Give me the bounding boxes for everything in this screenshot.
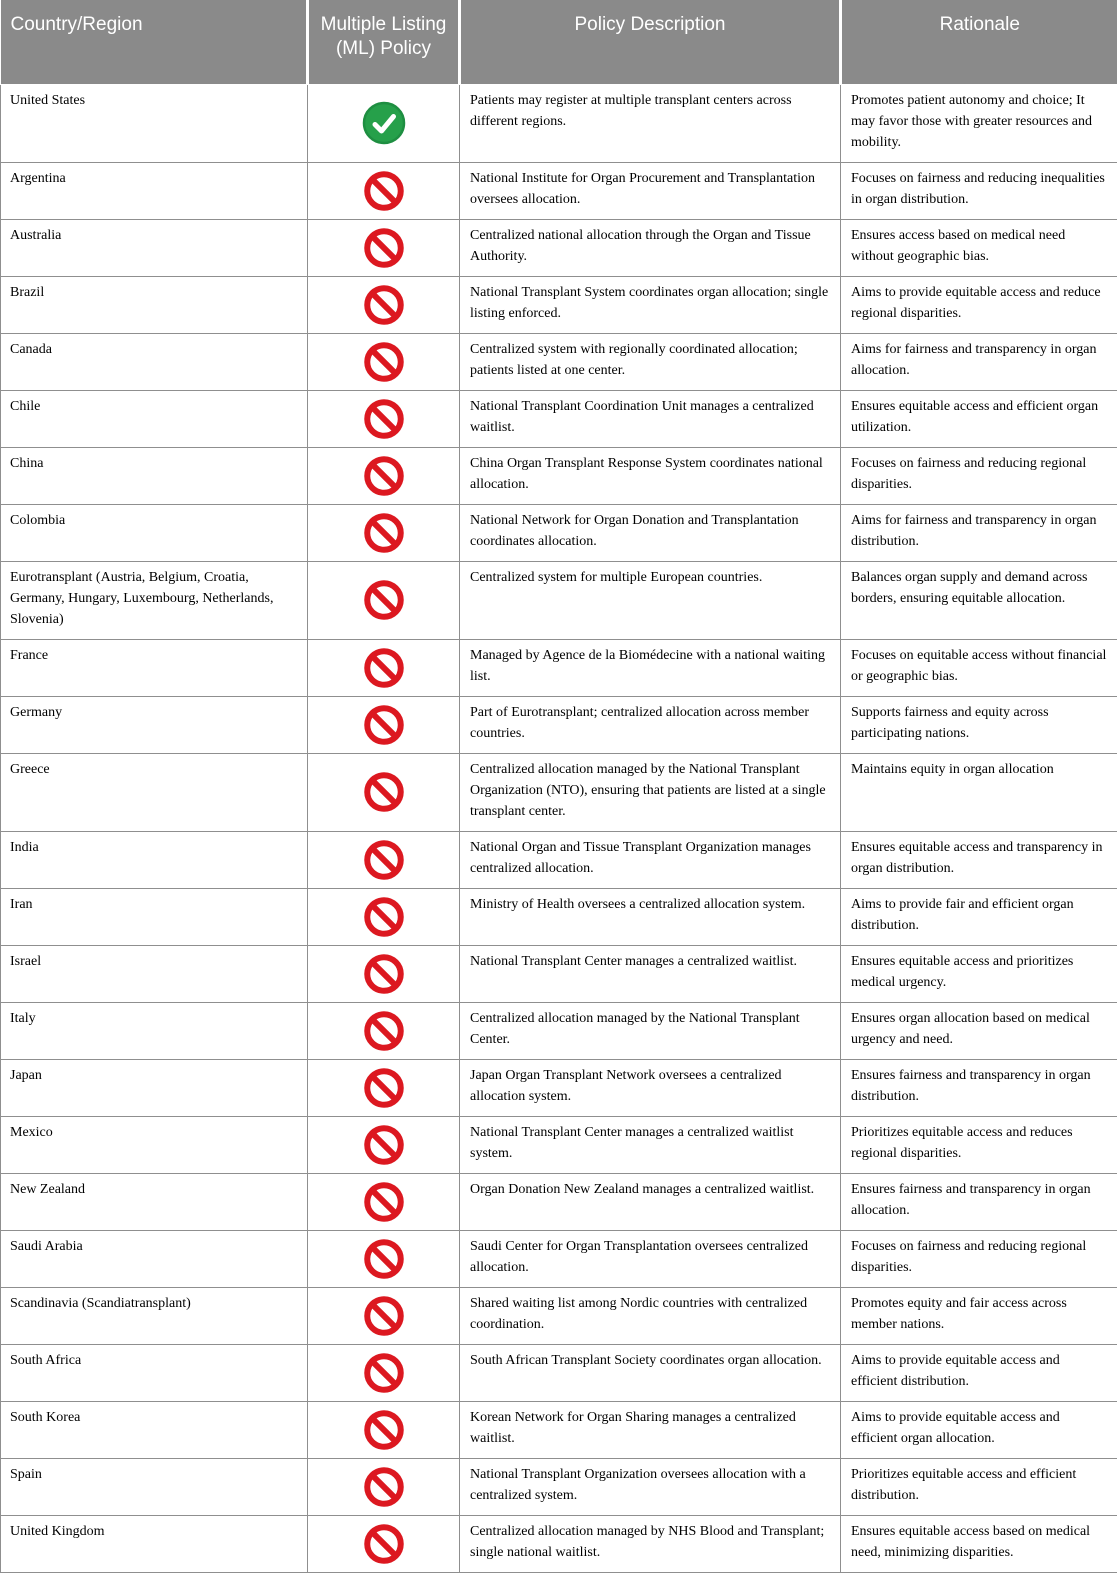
country-cell: Canada (1, 333, 308, 390)
policy-cell (308, 1230, 460, 1287)
rationale-cell: Focuses on fairness and reducing regional disparities. (841, 1230, 1117, 1287)
no-entry-icon (364, 897, 404, 937)
policy-description-cell: China Organ Transplant Response System coordinates national allocation. (460, 447, 841, 504)
no-entry-icon (364, 1353, 404, 1393)
table-row (1, 162, 1117, 219)
table-row (1, 1002, 1117, 1059)
no-entry-icon (364, 580, 404, 620)
policy-description-cell: National Transplant Organization oversees allocation with a centralized system. (460, 1458, 841, 1515)
country-cell: Italy (1, 1002, 308, 1059)
policy-description-cell: Patients may register at multiple transplant centers across different regions. (460, 84, 841, 162)
policy-description-cell: Centralized national allocation through the Organ and Tissue Authority. (460, 219, 841, 276)
table-row (1, 945, 1117, 1002)
policy-cell (308, 639, 460, 696)
policy-cell (308, 561, 460, 639)
rationale-cell: Promotes patient autonomy and choice; It may favor those with greater resources and mobility. (841, 84, 1117, 162)
rationale-cell: Maintains equity in organ allocation (841, 753, 1117, 831)
policy-cell (308, 504, 460, 561)
no-entry-icon (364, 1068, 404, 1108)
policy-cell (308, 390, 460, 447)
policy-description-cell: Managed by Agence de la Biomédecine with a national waiting list. (460, 639, 841, 696)
rationale-cell: Ensures access based on medical need without geographic bias. (841, 219, 1117, 276)
rationale-cell: Ensures organ allocation based on medical urgency and need. (841, 1002, 1117, 1059)
rationale-cell: Ensures equitable access based on medical need, minimizing disparities. (841, 1515, 1117, 1572)
table-row (1, 447, 1117, 504)
policy-description-cell: National Organ and Tissue Transplant Organization manages centralized allocation. (460, 831, 841, 888)
no-entry-icon (364, 1296, 404, 1336)
table-row (1, 84, 1117, 162)
table-row (1, 390, 1117, 447)
no-entry-icon (364, 772, 404, 812)
policy-description-cell: Saudi Center for Organ Transplantation oversees centralized allocation. (460, 1230, 841, 1287)
policy-cell (308, 276, 460, 333)
country-cell: Israel (1, 945, 308, 1002)
policy-description-cell: Korean Network for Organ Sharing manages a centralized waitlist. (460, 1401, 841, 1458)
table-row (1, 831, 1117, 888)
table-header (1, 0, 1117, 84)
no-entry-icon (364, 705, 404, 745)
no-entry-icon (364, 1410, 404, 1450)
rationale-cell: Aims to provide equitable access and reduce regional disparities. (841, 276, 1117, 333)
country-cell: New Zealand (1, 1173, 308, 1230)
policy-description-cell: Centralized system with regionally coordinated allocation; patients listed at one center. (460, 333, 841, 390)
rationale-cell: Aims to provide equitable access and efficient distribution. (841, 1344, 1117, 1401)
table-row (1, 1515, 1117, 1572)
policy-cell (308, 162, 460, 219)
policy-cell (308, 1458, 460, 1515)
header-policy-description: Policy Description (460, 0, 841, 84)
rationale-cell: Aims for fairness and transparency in organ allocation. (841, 333, 1117, 390)
country-cell: Argentina (1, 162, 308, 219)
rationale-cell: Ensures fairness and transparency in organ allocation. (841, 1173, 1117, 1230)
rationale-cell: Prioritizes equitable access and reduces regional disparities. (841, 1116, 1117, 1173)
table-body (1, 84, 1117, 1572)
policy-description-cell: National Transplant Center manages a centralized waitlist. (460, 945, 841, 1002)
country-cell: Spain (1, 1458, 308, 1515)
country-cell: Mexico (1, 1116, 308, 1173)
country-cell: United Kingdom (1, 1515, 308, 1572)
table-row (1, 1173, 1117, 1230)
policy-description-cell: Organ Donation New Zealand manages a centralized waitlist. (460, 1173, 841, 1230)
country-cell: Scandinavia (Scandiatransplant) (1, 1287, 308, 1344)
rationale-cell: Prioritizes equitable access and efficient distribution. (841, 1458, 1117, 1515)
country-cell: Saudi Arabia (1, 1230, 308, 1287)
no-entry-icon (364, 285, 404, 325)
no-entry-icon (364, 1182, 404, 1222)
policy-cell (308, 753, 460, 831)
no-entry-icon (364, 1467, 404, 1507)
table-row (1, 1059, 1117, 1116)
header-ml-policy: Multiple Listing (ML) Policy (308, 0, 460, 84)
no-entry-icon (364, 954, 404, 994)
rationale-cell: Ensures equitable access and efficient organ utilization. (841, 390, 1117, 447)
policy-cell (308, 219, 460, 276)
rationale-cell: Ensures equitable access and prioritizes medical urgency. (841, 945, 1117, 1002)
policy-description-cell: South African Transplant Society coordinates organ allocation. (460, 1344, 841, 1401)
header-country-region: Country/Region (1, 0, 308, 84)
country-cell: Iran (1, 888, 308, 945)
header-row (1, 0, 1117, 84)
policy-cell (308, 1116, 460, 1173)
policy-description-cell: National Institute for Organ Procurement and Transplantation oversees allocation. (460, 162, 841, 219)
policy-description-cell: National Transplant Coordination Unit manages a centralized waitlist. (460, 390, 841, 447)
rationale-cell: Aims to provide fair and efficient organ distribution. (841, 888, 1117, 945)
no-entry-icon (364, 648, 404, 688)
table-row (1, 1230, 1117, 1287)
no-entry-icon (364, 399, 404, 439)
country-cell: India (1, 831, 308, 888)
table-row (1, 1344, 1117, 1401)
table-row (1, 639, 1117, 696)
rationale-cell: Focuses on equitable access without financial or geographic bias. (841, 639, 1117, 696)
policy-cell (308, 1002, 460, 1059)
policy-cell (308, 447, 460, 504)
country-cell: Eurotransplant (Austria, Belgium, Croatia, Germany, Hungary, Luxembourg, Netherlands, Slovenia) (1, 561, 308, 639)
country-cell: Japan (1, 1059, 308, 1116)
policy-description-cell: National Transplant System coordinates organ allocation; single listing enforced. (460, 276, 841, 333)
policy-cell (308, 333, 460, 390)
policy-cell (308, 888, 460, 945)
policy-cell (308, 1059, 460, 1116)
no-entry-icon (364, 228, 404, 268)
table-row (1, 753, 1117, 831)
table-row (1, 276, 1117, 333)
no-entry-icon (364, 513, 404, 553)
country-cell: France (1, 639, 308, 696)
rationale-cell: Focuses on fairness and reducing inequalities in organ distribution. (841, 162, 1117, 219)
table-row (1, 219, 1117, 276)
policy-cell (308, 696, 460, 753)
no-entry-icon (364, 171, 404, 211)
policy-cell (308, 1173, 460, 1230)
policy-cell (308, 1401, 460, 1458)
rationale-cell: Promotes equity and fair access across member nations. (841, 1287, 1117, 1344)
rationale-cell: Aims to provide equitable access and efficient organ allocation. (841, 1401, 1117, 1458)
country-cell: Chile (1, 390, 308, 447)
policy-description-cell: National Transplant Center manages a centralized waitlist system. (460, 1116, 841, 1173)
policy-description-cell: Centralized allocation managed by the National Transplant Center. (460, 1002, 841, 1059)
policy-description-cell: National Network for Organ Donation and Transplantation coordinates allocation. (460, 504, 841, 561)
policy-cell (308, 1287, 460, 1344)
policy-description-cell: Part of Eurotransplant; centralized allocation across member countries. (460, 696, 841, 753)
table-row (1, 1458, 1117, 1515)
no-entry-icon (364, 1011, 404, 1051)
table-row (1, 1287, 1117, 1344)
rationale-cell: Aims for fairness and transparency in organ distribution. (841, 504, 1117, 561)
policy-description-cell: Centralized allocation managed by NHS Blood and Transplant; single national waitlist. (460, 1515, 841, 1572)
header-rationale: Rationale (841, 0, 1117, 84)
country-cell: United States (1, 84, 308, 162)
table-row (1, 888, 1117, 945)
policy-description-cell: Centralized allocation managed by the National Transplant Organization (NTO), ensuring that patients are listed at a single transplant center. (460, 753, 841, 831)
no-entry-icon (364, 342, 404, 382)
rationale-cell: Ensures fairness and transparency in organ distribution. (841, 1059, 1117, 1116)
country-cell: Colombia (1, 504, 308, 561)
check-icon (362, 101, 406, 145)
policy-cell (308, 831, 460, 888)
no-entry-icon (364, 840, 404, 880)
country-cell: South Korea (1, 1401, 308, 1458)
no-entry-icon (364, 1524, 404, 1564)
policy-description-cell: Japan Organ Transplant Network oversees a centralized allocation system. (460, 1059, 841, 1116)
rationale-cell: Supports fairness and equity across participating nations. (841, 696, 1117, 753)
country-cell: Brazil (1, 276, 308, 333)
no-entry-icon (364, 1125, 404, 1165)
policy-cell (308, 1344, 460, 1401)
table-row (1, 1116, 1117, 1173)
table-row (1, 696, 1117, 753)
country-cell: China (1, 447, 308, 504)
table-row (1, 561, 1117, 639)
country-cell: Greece (1, 753, 308, 831)
no-entry-icon (364, 456, 404, 496)
policy-description-cell: Shared waiting list among Nordic countries with centralized coordination. (460, 1287, 841, 1344)
policy-cell (308, 1515, 460, 1572)
no-entry-icon (364, 1239, 404, 1279)
policy-cell (308, 84, 460, 162)
table-row (1, 1401, 1117, 1458)
country-cell: Germany (1, 696, 308, 753)
policy-description-cell: Centralized system for multiple European countries. (460, 561, 841, 639)
policy-cell (308, 945, 460, 1002)
rationale-cell: Focuses on fairness and reducing regional disparities. (841, 447, 1117, 504)
table-row (1, 504, 1117, 561)
rationale-cell: Balances organ supply and demand across borders, ensuring equitable allocation. (841, 561, 1117, 639)
rationale-cell: Ensures equitable access and transparency in organ distribution. (841, 831, 1117, 888)
country-cell: Australia (1, 219, 308, 276)
table-row (1, 333, 1117, 390)
policy-description-cell: Ministry of Health oversees a centralized allocation system. (460, 888, 841, 945)
country-cell: South Africa (1, 1344, 308, 1401)
